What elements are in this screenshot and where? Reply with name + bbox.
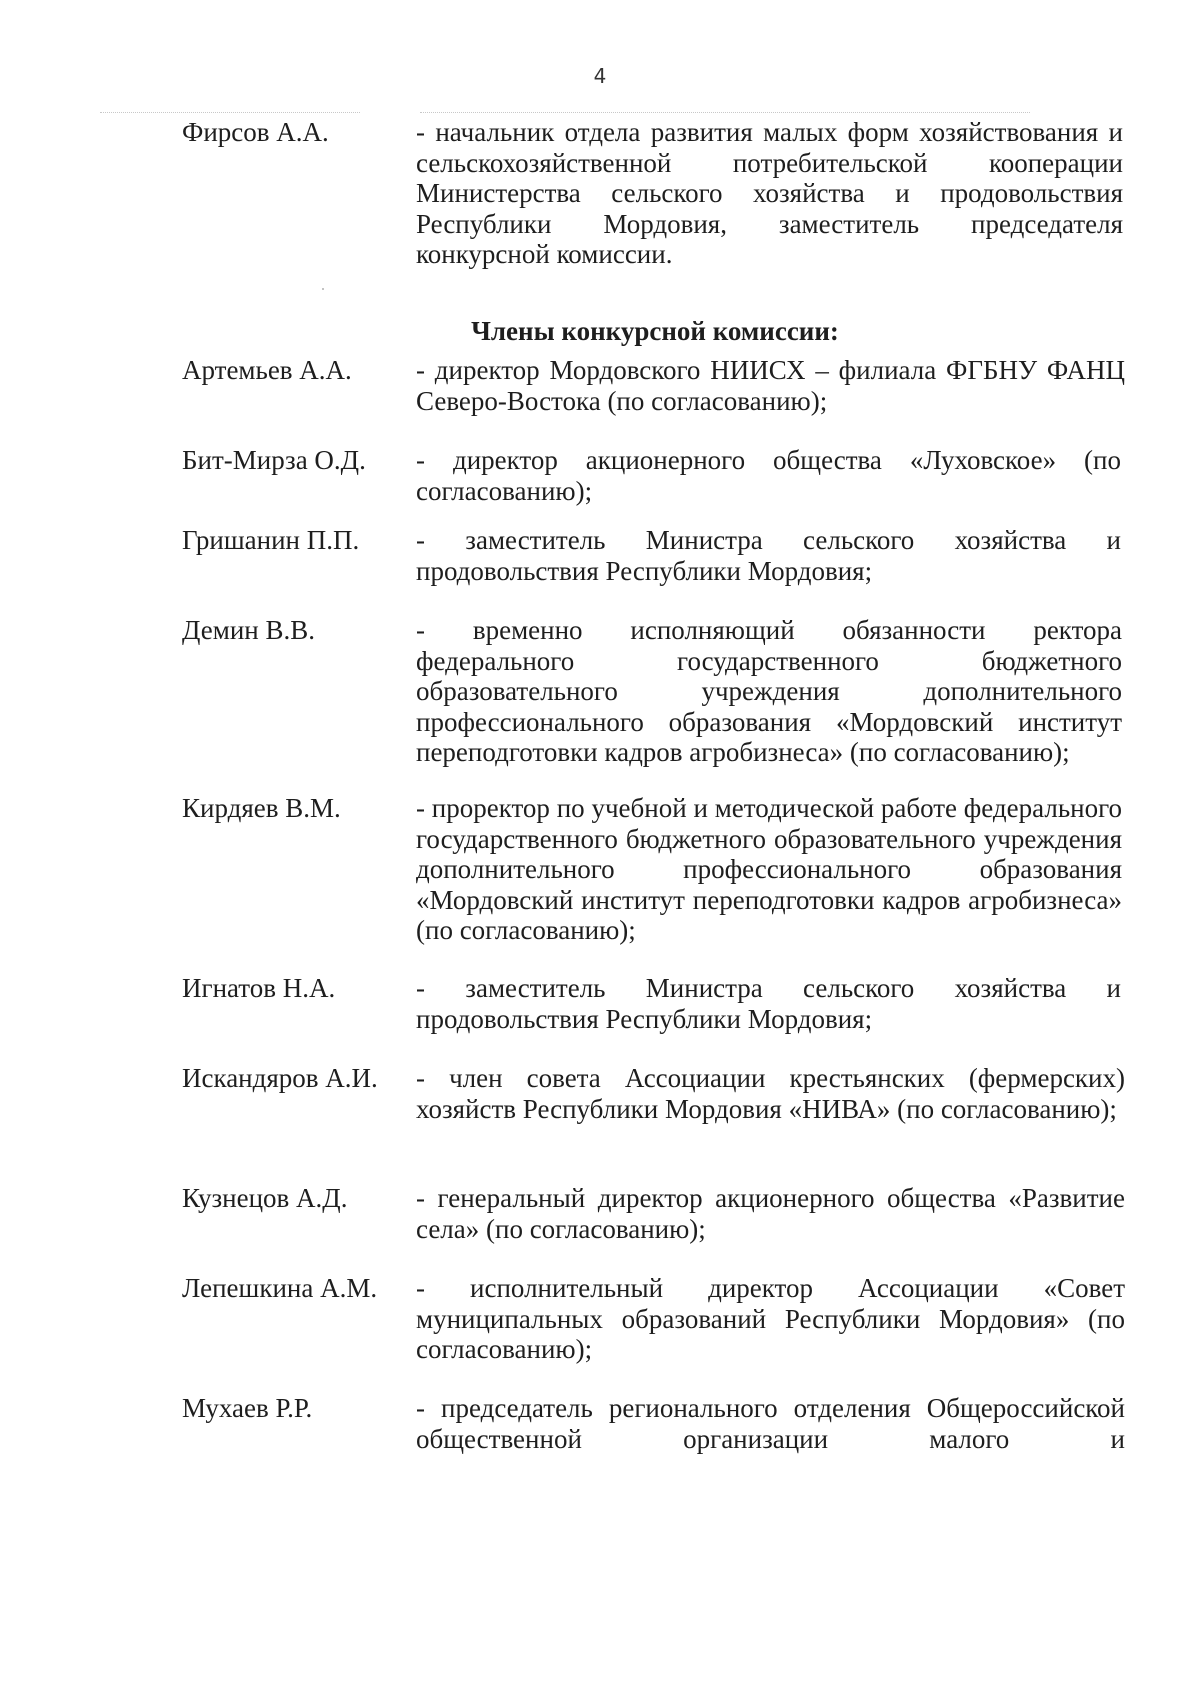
member-description: - заместитель Министра сельского хозяйства и продовольствия Республики Мордовия; xyxy=(416,973,1121,1034)
member-name: Гришанин П.П. xyxy=(182,525,360,555)
scan-artifact-line xyxy=(100,112,360,113)
member-name: Бит-Мирза О.Д. xyxy=(182,445,366,475)
member-description: - исполнительный директор Ассоциации «Совет муниципальных образований Республики Мордовия» (по согласованию); xyxy=(416,1273,1125,1364)
scan-artifact-line xyxy=(420,112,1030,113)
member-description: - генеральный директор акционерного общества «Развитие села» (по согласованию); xyxy=(416,1183,1125,1244)
member-name: Демин В.В. xyxy=(182,615,315,645)
scan-artifact-dot xyxy=(322,288,324,290)
member-description: - заместитель Министра сельского хозяйства и продовольствия Республики Мордовия; xyxy=(416,525,1121,586)
member-name: Игнатов Н.А. xyxy=(182,973,336,1003)
member-description: - начальник отдела развития малых форм хозяйствования и сельскохозяйственной потребительской кооперации Министерства сельского хозяйства и продовольствия Республики Мордовия, заместитель председателя конкурсной комиссии. xyxy=(416,117,1123,269)
members-heading: Члены конкурсной комиссии: xyxy=(471,316,839,346)
page-number: 4 xyxy=(593,64,607,88)
member-name: Кирдяев В.М. xyxy=(182,793,341,823)
member-name: Артемьев А.А. xyxy=(182,355,352,385)
member-description: - директор Мордовского НИИСХ – филиала ФГБНУ ФАНЦ Северо-Востока (по согласованию); xyxy=(416,355,1125,416)
member-description: - проректор по учебной и методической работе федерального государственного бюджетного образовательного учреждения дополнительного профессионального образования «Мордовский институт переподготовки кадров агробизнеса» (по согласованию); xyxy=(416,793,1122,945)
member-description: - член совета Ассоциации крестьянских (фермерских) хозяйств Республики Мордовия «НИВА» (по согласованию); xyxy=(416,1063,1125,1124)
member-description: - директор акционерного общества «Луховское» (по согласованию); xyxy=(416,445,1121,506)
member-name: Искандяров А.И. xyxy=(182,1063,378,1093)
member-description: - временно исполняющий обязанности ректора федерального государственного бюджетного образовательного учреждения дополнительного профессионального образования «Мордовский институт переподготовки кадров агробизнеса» (по согласованию); xyxy=(416,615,1122,767)
member-name: Мухаев Р.Р. xyxy=(182,1393,313,1423)
member-name: Лепешкина А.М. xyxy=(182,1273,378,1303)
member-name: Кузнецов А.Д. xyxy=(182,1183,348,1213)
member-name: Фирсов А.А. xyxy=(182,117,329,147)
member-description: - председатель регионального отделения Общероссийской общественной организации малого и xyxy=(416,1393,1125,1454)
